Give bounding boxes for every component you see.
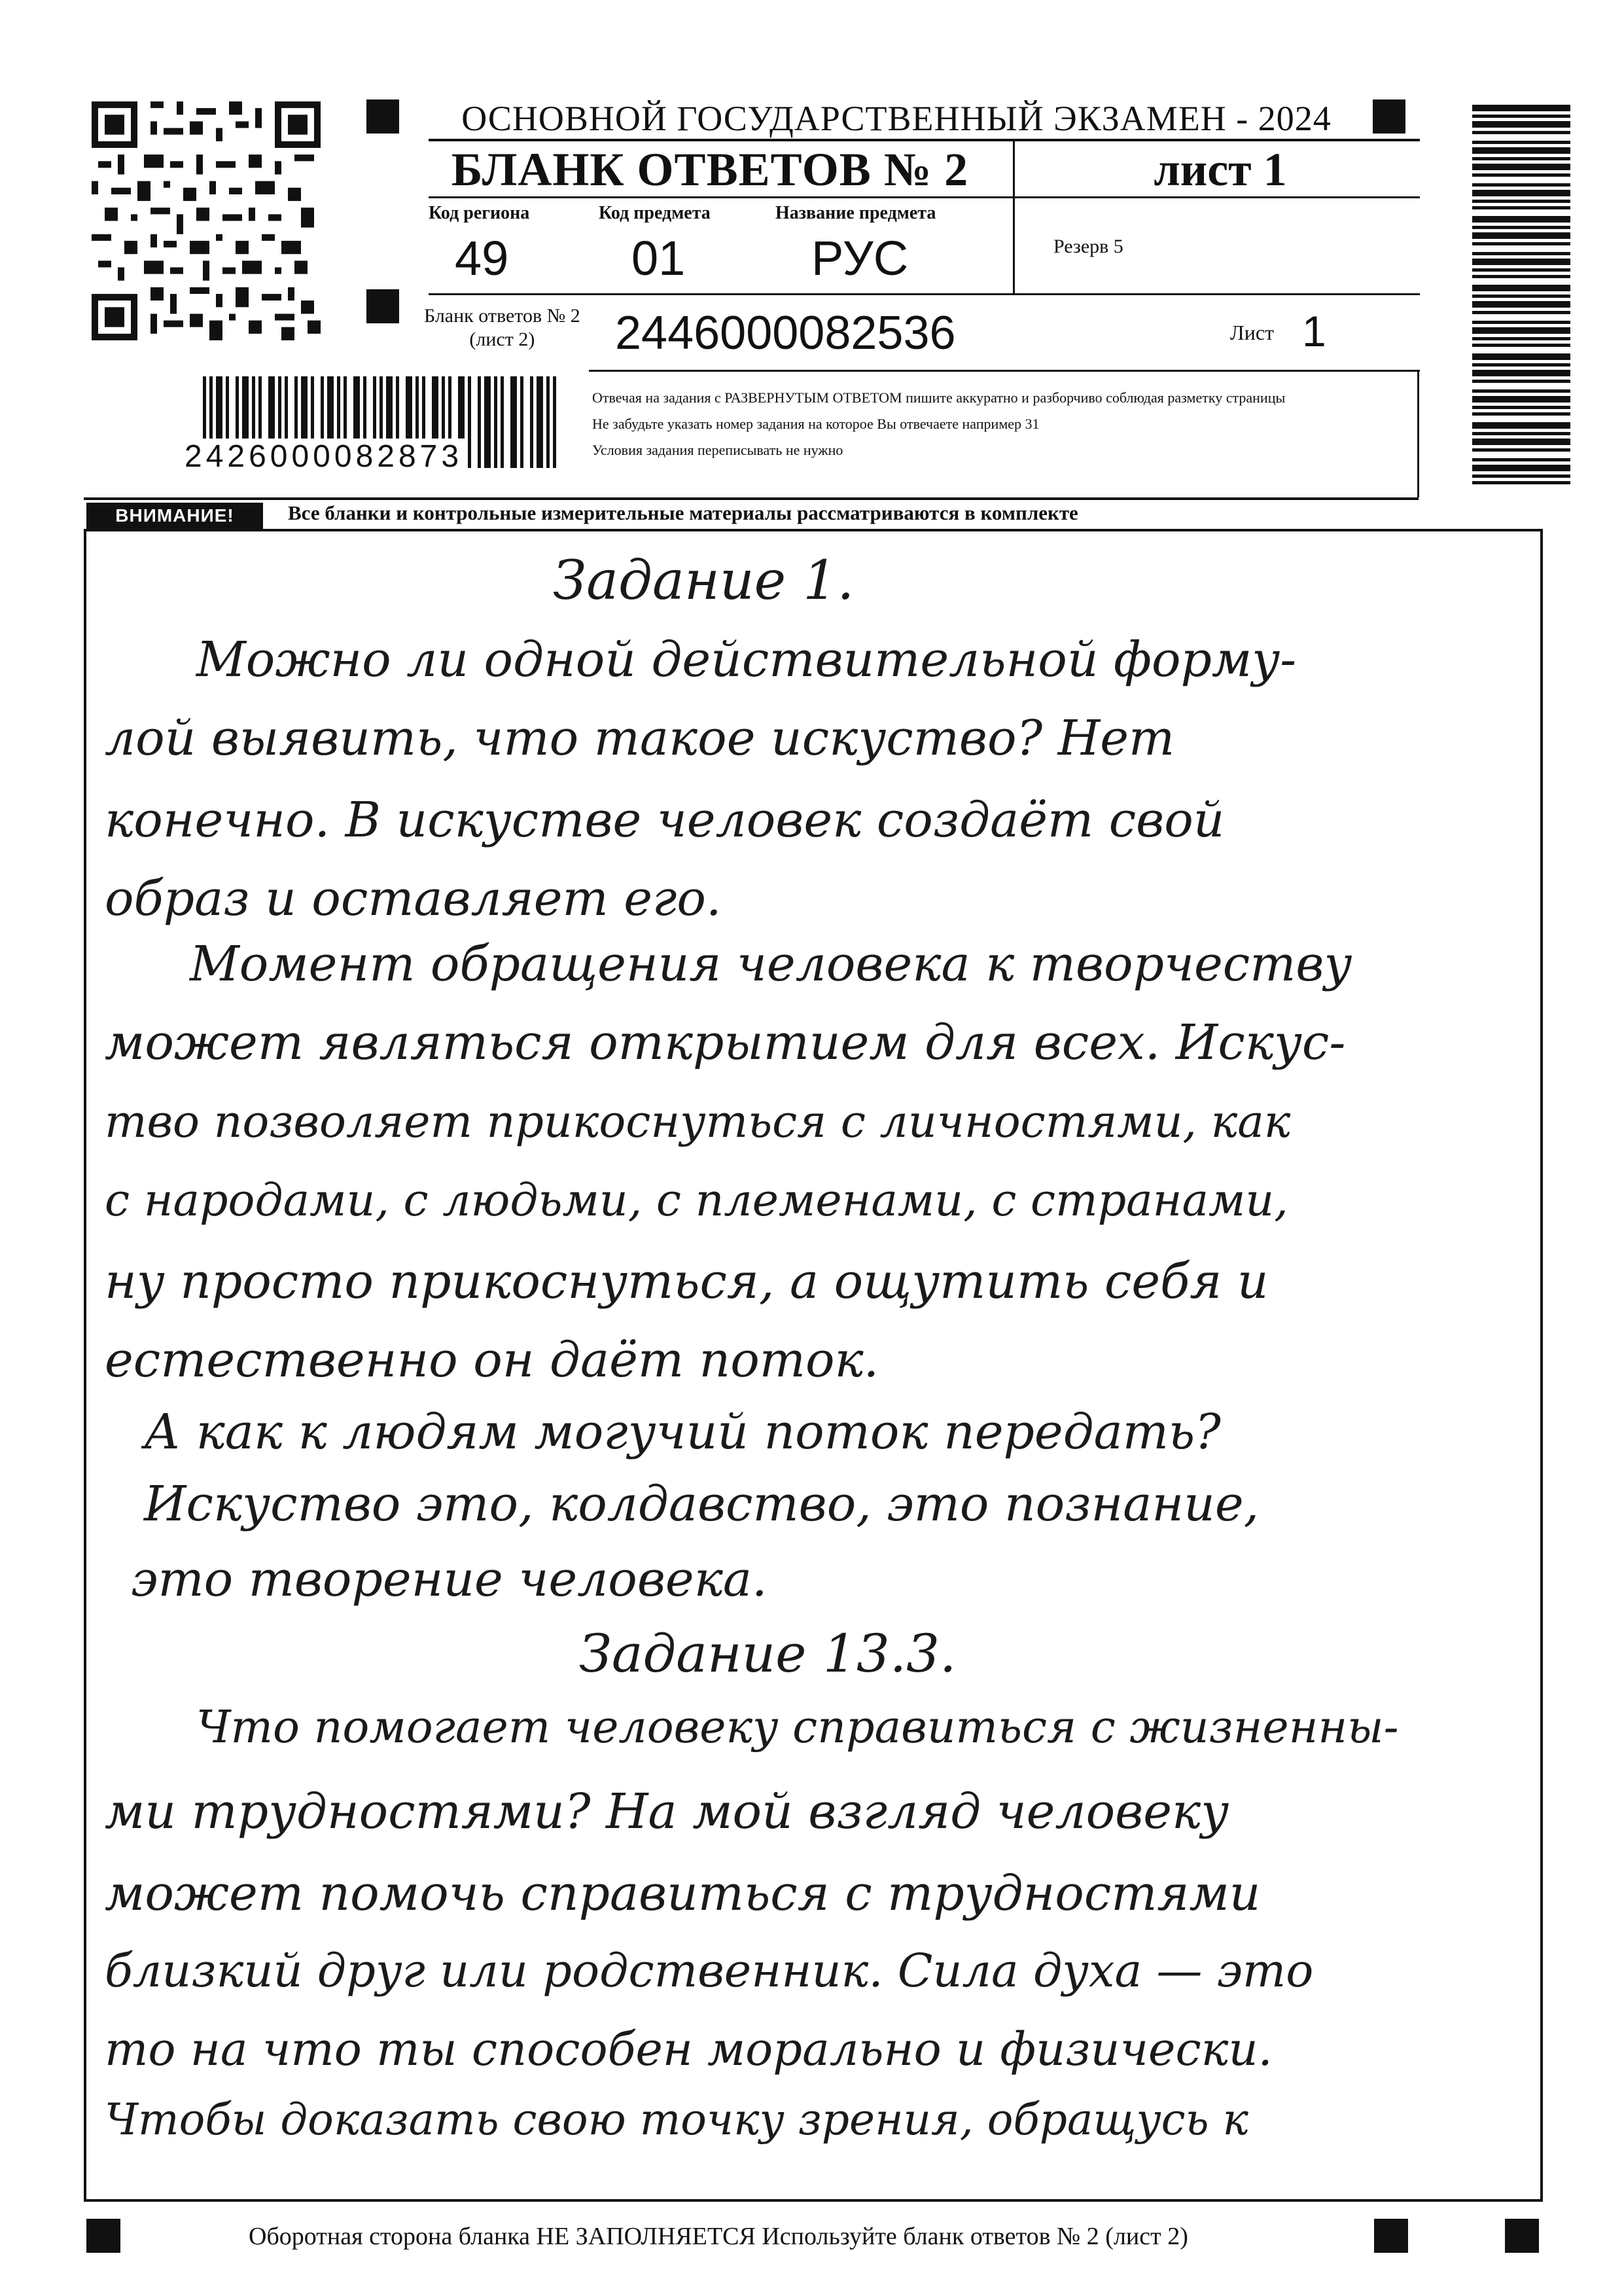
subject-name-label: Название предмета: [775, 203, 936, 223]
answer-line: Можно ли одной действительной форму-: [196, 632, 1297, 688]
answer-line: может являться открытием для всех. Искус-: [105, 1014, 1346, 1071]
answer-line: конечно. В искустве человек создаёт свой: [105, 792, 1225, 848]
list-label: Лист: [1230, 321, 1275, 344]
blank2-line1: Бланк ответов № 2: [424, 305, 580, 327]
left-barcode-number: 2426000082873: [182, 439, 465, 475]
reserve-label: Резерв 5: [1053, 236, 1123, 257]
answer-line: Что помогает человеку справиться с жизненны-: [196, 1702, 1399, 1753]
form-title: БЛАНК ОТВЕТОВ № 2: [451, 143, 969, 196]
registration-marker-top-right: [1373, 99, 1405, 134]
right-barcode: [1472, 105, 1570, 484]
answer-line: с народами, с людьми, с племенами, с странами,: [105, 1175, 1288, 1227]
attention-text: Все бланки и контрольные измерительные материалы рассматриваются в комплекте: [288, 501, 1078, 524]
registration-marker-bottom-right: [1505, 2219, 1539, 2253]
answer-line: Искуство это, колдавство, это познание,: [144, 1476, 1260, 1532]
subject-code-label: Код предмета: [599, 203, 711, 223]
sheet-title: лист 1: [1154, 143, 1287, 196]
registration-marker-bottom-left: [86, 2219, 120, 2253]
answer-line: естественно он даёт поток.: [105, 1332, 879, 1388]
registration-marker-mid-left: [366, 289, 399, 323]
answer-line: образ и оставляет его.: [105, 870, 722, 927]
answer-line: тво позволяет прикоснуться с личностями, как: [105, 1096, 1291, 1148]
region-label: Код региона: [429, 203, 530, 223]
qr-code: [92, 101, 321, 340]
attention-top-line: [84, 497, 1419, 500]
answer-line: лой выявить, что такое искуство? Нет: [105, 710, 1175, 766]
reference-number: 2446000082536: [615, 307, 956, 359]
region-value: 49: [455, 231, 509, 285]
answer-line: ми трудностями? На мой взгляд человеку: [105, 1784, 1229, 1840]
answer-line-heading-2: Задание 13.3.: [579, 1623, 957, 1684]
registration-marker-bottom-mid: [1374, 2219, 1408, 2253]
header-line-3: [429, 293, 1420, 295]
blank2-line2: (лист 2): [469, 329, 535, 350]
attention-badge: ВНИМАНИЕ!: [86, 503, 263, 529]
instruction-1: Отвечая на задания с РАЗВЕРНУТЫМ ОТВЕТОМ пишите аккуратно и разборчиво соблюдая разметку страницы: [592, 389, 1286, 406]
header-line-4: [589, 370, 1420, 372]
list-value: 1: [1302, 307, 1326, 355]
header-divider: [1013, 140, 1015, 295]
answer-line: это творение человека.: [131, 1551, 768, 1607]
blank2-reference-label: [424, 304, 580, 351]
answer-line: может помочь справиться с трудностями: [105, 1865, 1261, 1922]
answer-line: Чтобы доказать свою точку зрения, обращусь к: [105, 2094, 1248, 2145]
header-line-2: [429, 196, 1420, 198]
header-line-1: [429, 139, 1420, 141]
footer-text: Оборотная сторона бланка НЕ ЗАПОЛНЯЕТСЯ Используйте бланк ответов № 2 (лист 2): [249, 2223, 1188, 2250]
instruction-3: Условия задания переписывать не нужно: [592, 442, 843, 458]
answer-line: Момент обращения человека к творчеству: [190, 936, 1352, 992]
answer-line-heading-1: Задание 1.: [553, 550, 855, 612]
answer-line: ну просто прикоснуться, а ощутить себя и: [105, 1253, 1269, 1310]
subject-name-value: РУС: [811, 231, 909, 285]
answer-line: А как к людям могучий поток передать?: [144, 1404, 1221, 1460]
exam-title: ОСНОВНОЙ ГОСУДАРСТВЕННЫЙ ЭКЗАМЕН - 2024: [461, 99, 1332, 138]
registration-marker-top-left: [366, 99, 399, 134]
answer-line: близкий друг или родственник. Сила духа — это: [105, 1944, 1314, 1998]
instruction-2: Не забудьте указать номер задания на которое Вы отвечаете например 31: [592, 416, 1040, 432]
answer-line: то на что ты способен морально и физически.: [105, 2022, 1273, 2076]
instruction-frame-right: [1417, 370, 1419, 497]
subject-code-value: 01: [631, 231, 686, 285]
